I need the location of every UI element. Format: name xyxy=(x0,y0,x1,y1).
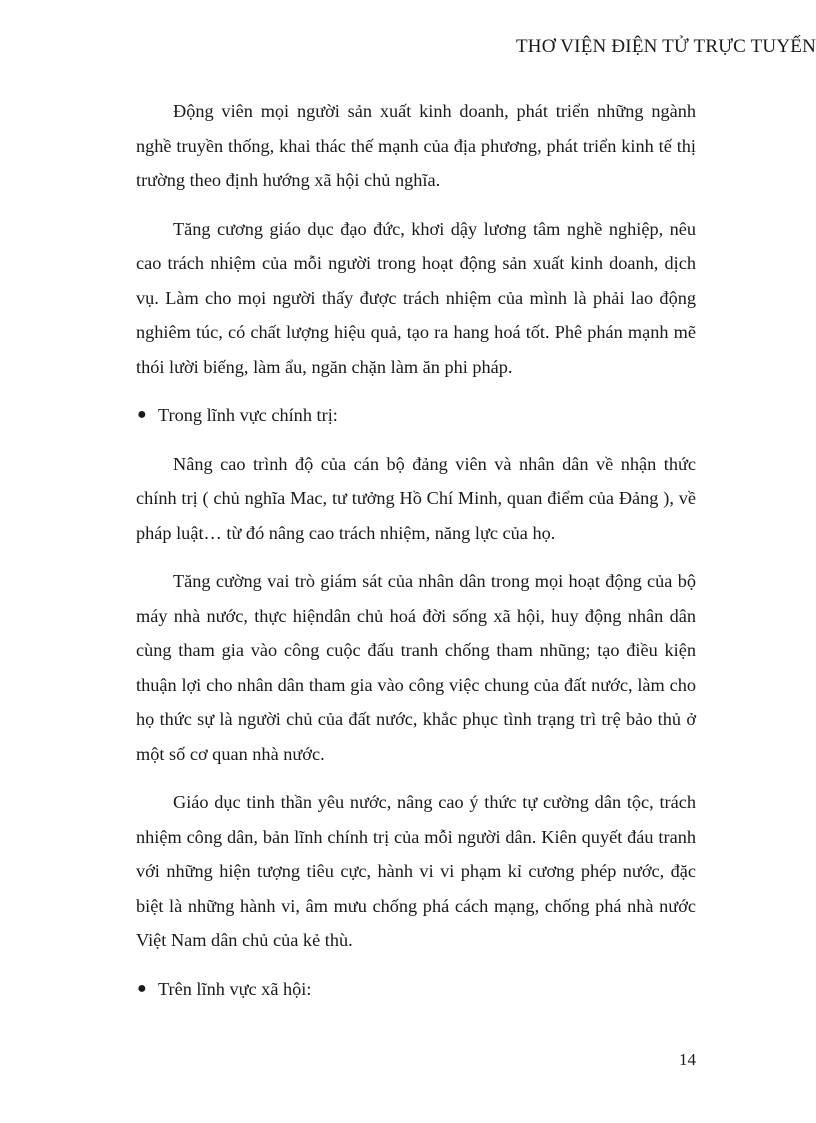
document-body xyxy=(136,94,696,1020)
paragraph: Tăng cương giáo dục đạo đức, khơi dậy lương tâm nghề nghiệp, nêu cao trách nhiệm của mỗi người trong hoạt động sản xuất kinh doanh, dịch vụ. Làm cho mọi người thấy được trách nhiệm của mình là phải lao động nghiêm túc, có chất lượng hiệu quả, tạo ra hang hoá tốt. Phê phán mạnh mẽ thói lười biếng, làm ẩu, ngăn chặn làm ăn phi pháp. xyxy=(136,218,696,377)
bullet-icon: ● xyxy=(137,979,147,997)
paragraph: Giáo dục tinh thần yêu nước, nâng cao ý thức tự cường dân tộc, trách nhiệm công dân, bản lĩnh chính trị của mỗi người dân. Kiên quyết đáu tranh với những hiện tượng tiêu cực, hành vi vi phạm kỉ cương phép nước, đặc biệt là những hành vi, âm mưu chống phá cách mạng, chống phá nhà nước Việt Nam dân chủ của kẻ thù. xyxy=(136,792,696,950)
page-number: 14 xyxy=(679,1050,696,1069)
paragraph: Nâng cao trình độ của cán bộ đảng viên và nhân dân về nhận thức chính trị ( chủ nghĩa Mac, tư tưởng Hồ Chí Minh, quan điểm của Đảng ), về pháp luật… từ đó nâng cao trách nhiệm, năng lực của họ. xyxy=(136,453,696,543)
paragraph: Động viên mọi người sản xuất kinh doanh, phát triển những ngành nghề truyền thống, khai thác thế mạnh của địa phương, phát triển kinh tế thị trường theo định hướng xã hội chủ nghĩa. xyxy=(136,101,696,190)
page-header: THƠ VIỆN ĐIỆN TỬ TRỰC TUYẾN xyxy=(516,36,816,57)
bullet-item-politics xyxy=(136,398,696,433)
bullet-item-society xyxy=(136,972,696,1007)
bullet-label: Trong lĩnh vực chính trị: xyxy=(158,405,338,425)
bullet-label: Trên lĩnh vực xã hội: xyxy=(158,978,312,999)
bullet-icon: ● xyxy=(137,406,147,423)
paragraph: Tăng cường vai trò giám sát của nhân dân trong mọi hoạt động của bộ máy nhà nước, thực hiệndân chủ hoá đời sống xã hội, huy động nhân dân cùng tham gia vào công cuộc đấu tranh chống tham nhũng; tạo điều kiện thuận lợi cho nhân dân tham gia vào công việc chung của đất nước, làm cho họ thức sự là người chủ của đất nước, khắc phục tình trạng trì trệ bảo thủ ở một số cơ quan nhà nước. xyxy=(136,571,696,764)
